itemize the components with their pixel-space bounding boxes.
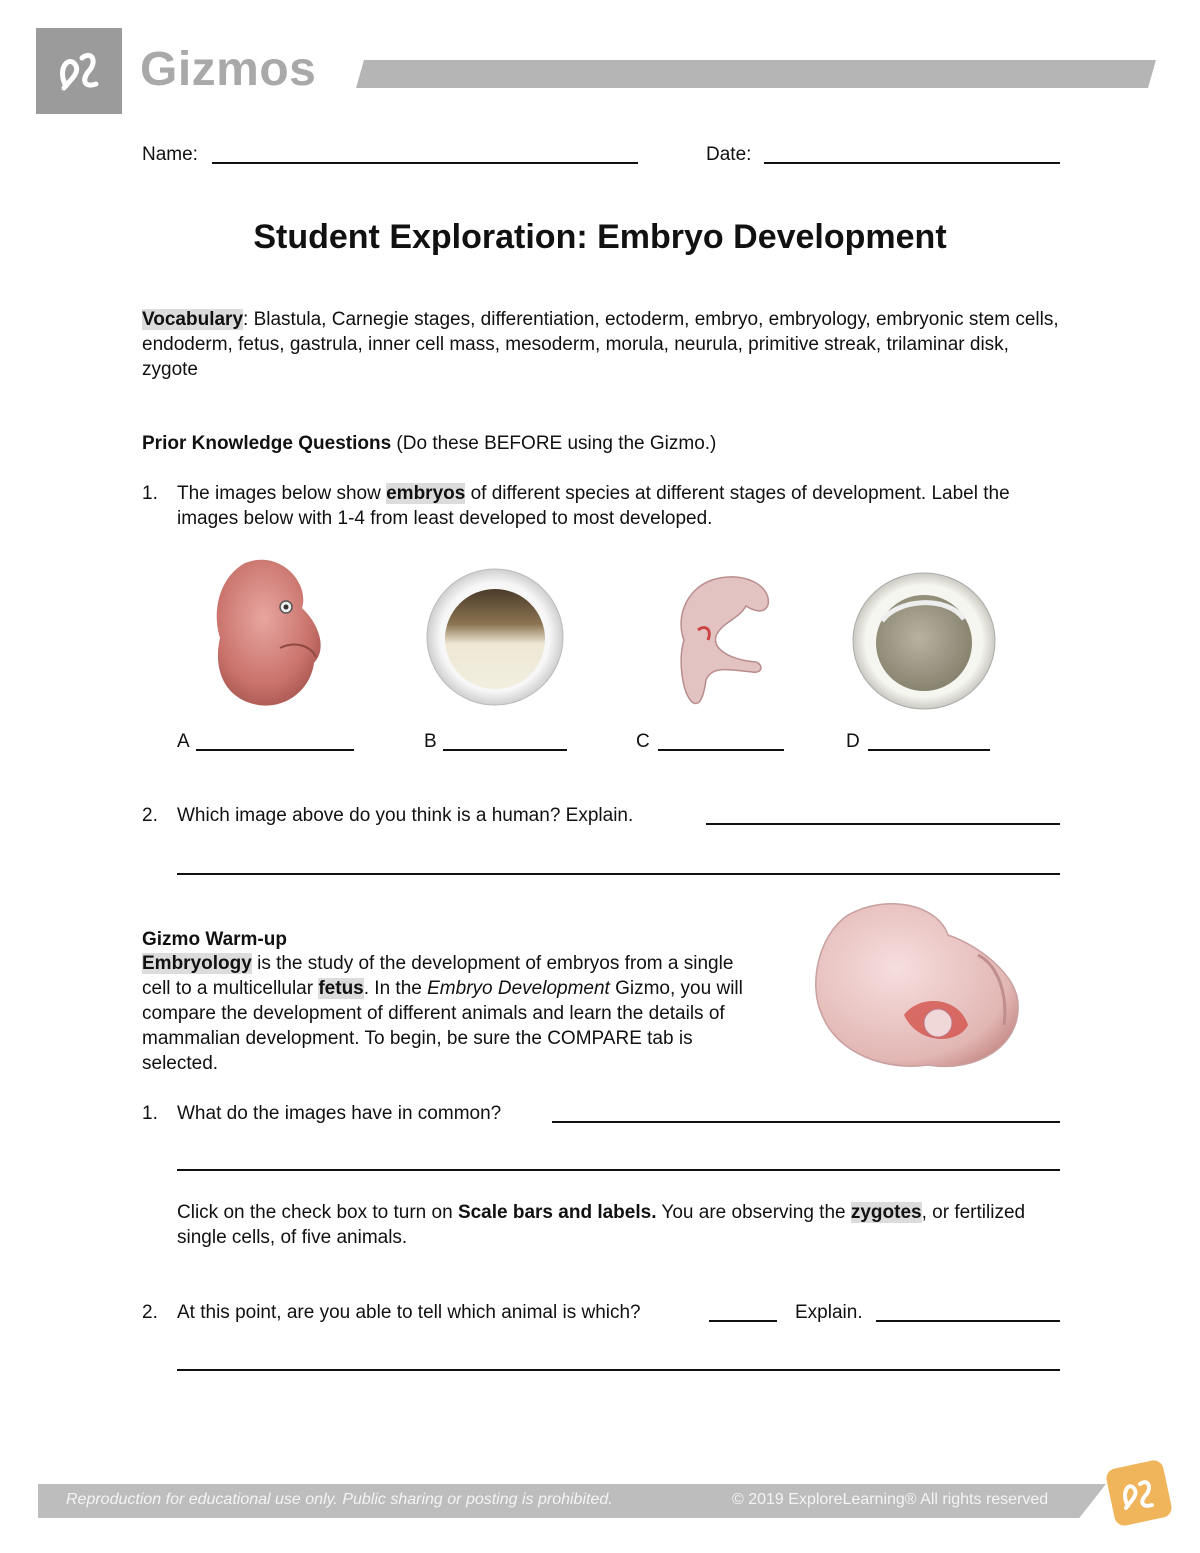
embryo-image-a — [210, 553, 330, 713]
warmup-text-1: is the study of the development of embryos from a single cell to a multicellular — [142, 953, 734, 999]
pk-q1-pre: The images below show — [177, 483, 387, 504]
warmup-gizmo-name: Embryo Development — [427, 978, 610, 999]
explorelearning-logo-icon — [1104, 1458, 1174, 1528]
page-title: Student Exploration: Embryo Development — [253, 218, 947, 256]
pk-q1-term: embryos — [386, 483, 466, 504]
label-c: C — [636, 731, 650, 752]
warmup-q2-text: At this point, are you able to tell which animal is which? — [177, 1302, 641, 1323]
warmup-q1-answer-line-2[interactable] — [177, 1169, 1060, 1171]
warmup-q2-number: 2. — [142, 1302, 158, 1323]
warmup-q2-yesno-line[interactable] — [709, 1320, 777, 1322]
warmup-text-2: . In the — [363, 978, 428, 999]
date-label: Date: — [706, 144, 752, 165]
label-b: B — [424, 731, 437, 752]
answer-line-a[interactable] — [196, 749, 354, 751]
name-field[interactable] — [212, 162, 638, 164]
prior-knowledge-note: (Do these BEFORE using the Gizmo.) — [391, 433, 717, 454]
embryo-image-c — [672, 570, 782, 710]
warmup-term-embryology: Embryology — [142, 953, 252, 974]
instr-zygotes: zygotes — [850, 1202, 922, 1223]
vocabulary-paragraph — [142, 307, 1062, 382]
embryo-image-b — [425, 567, 565, 707]
warmup-q2-answer-line-2[interactable] — [177, 1369, 1060, 1371]
date-field[interactable] — [764, 162, 1060, 164]
instr-text-3: , or fertilized single cells, of five animals. — [177, 1202, 1026, 1248]
warmup-q2-explain: Explain. — [795, 1302, 863, 1323]
pk-q2-answer-line-1[interactable] — [706, 823, 1060, 825]
instr-text-1: Click on the check box to turn on — [177, 1202, 458, 1223]
footer-copyright: © 2019 ExploreLearning® All rights reserved — [732, 1491, 1049, 1508]
instr-scale-bars: Scale bars and labels. — [457, 1202, 657, 1223]
scale-bars-instruction — [177, 1200, 1067, 1250]
footer-disclaimer: Reproduction for educational use only. Public sharing or posting is prohibited. — [66, 1491, 613, 1508]
label-a: A — [177, 731, 190, 752]
pk-q1-post: of different species at different stages of development. Label the images below with 1-4 from least developed to most developed. — [177, 483, 1010, 529]
prior-knowledge-heading-line — [142, 431, 716, 456]
answer-line-c[interactable] — [658, 749, 784, 751]
warmup-q1-answer-line-1[interactable] — [552, 1121, 1060, 1123]
warmup-q2-answer-line-1[interactable] — [876, 1320, 1060, 1322]
pk-q2-number: 2. — [142, 805, 158, 826]
answer-line-d[interactable] — [868, 749, 990, 751]
warmup-heading: Gizmo Warm-up — [142, 929, 287, 950]
embryo-image-d — [852, 571, 997, 711]
header-bar — [356, 60, 1156, 88]
pk-q2-text: Which image above do you think is a human? Explain. — [177, 805, 634, 826]
vocabulary-terms: : Blastula, Carnegie stages, differentiation, ectoderm, embryo, embryology, embryonic stem cells, endoderm, fetus, gastrula, inner cell mass, mesoderm, morula, neurula, primitive streak, trilaminar disk, zygote — [142, 309, 1059, 380]
vocabulary-label: Vocabulary — [142, 309, 244, 330]
warmup-text-3: Gizmo, you will compare the development of different animals and learn the details of mammalian development. To begin, be sure the COMPARE tab is selected. — [142, 978, 743, 1074]
pk-q1-number: 1. — [142, 483, 158, 504]
prior-knowledge-heading: Prior Knowledge Questions — [142, 433, 392, 454]
embryo-illustration — [808, 895, 1028, 1075]
warmup-q1-number: 1. — [142, 1103, 158, 1124]
warmup-q1-text: What do the images have in common? — [177, 1103, 502, 1124]
instr-text-2: You are observing the — [656, 1202, 851, 1223]
label-d: D — [846, 731, 860, 752]
pk-q2-answer-line-2[interactable] — [177, 873, 1060, 875]
el-logo — [36, 28, 122, 114]
warmup-term-fetus: fetus — [318, 978, 364, 999]
answer-line-b[interactable] — [443, 749, 567, 751]
name-label: Name: — [142, 144, 198, 165]
brand-title: Gizmos — [140, 43, 317, 96]
pk-q1-text — [177, 481, 1057, 531]
warmup-paragraph — [142, 951, 764, 1076]
